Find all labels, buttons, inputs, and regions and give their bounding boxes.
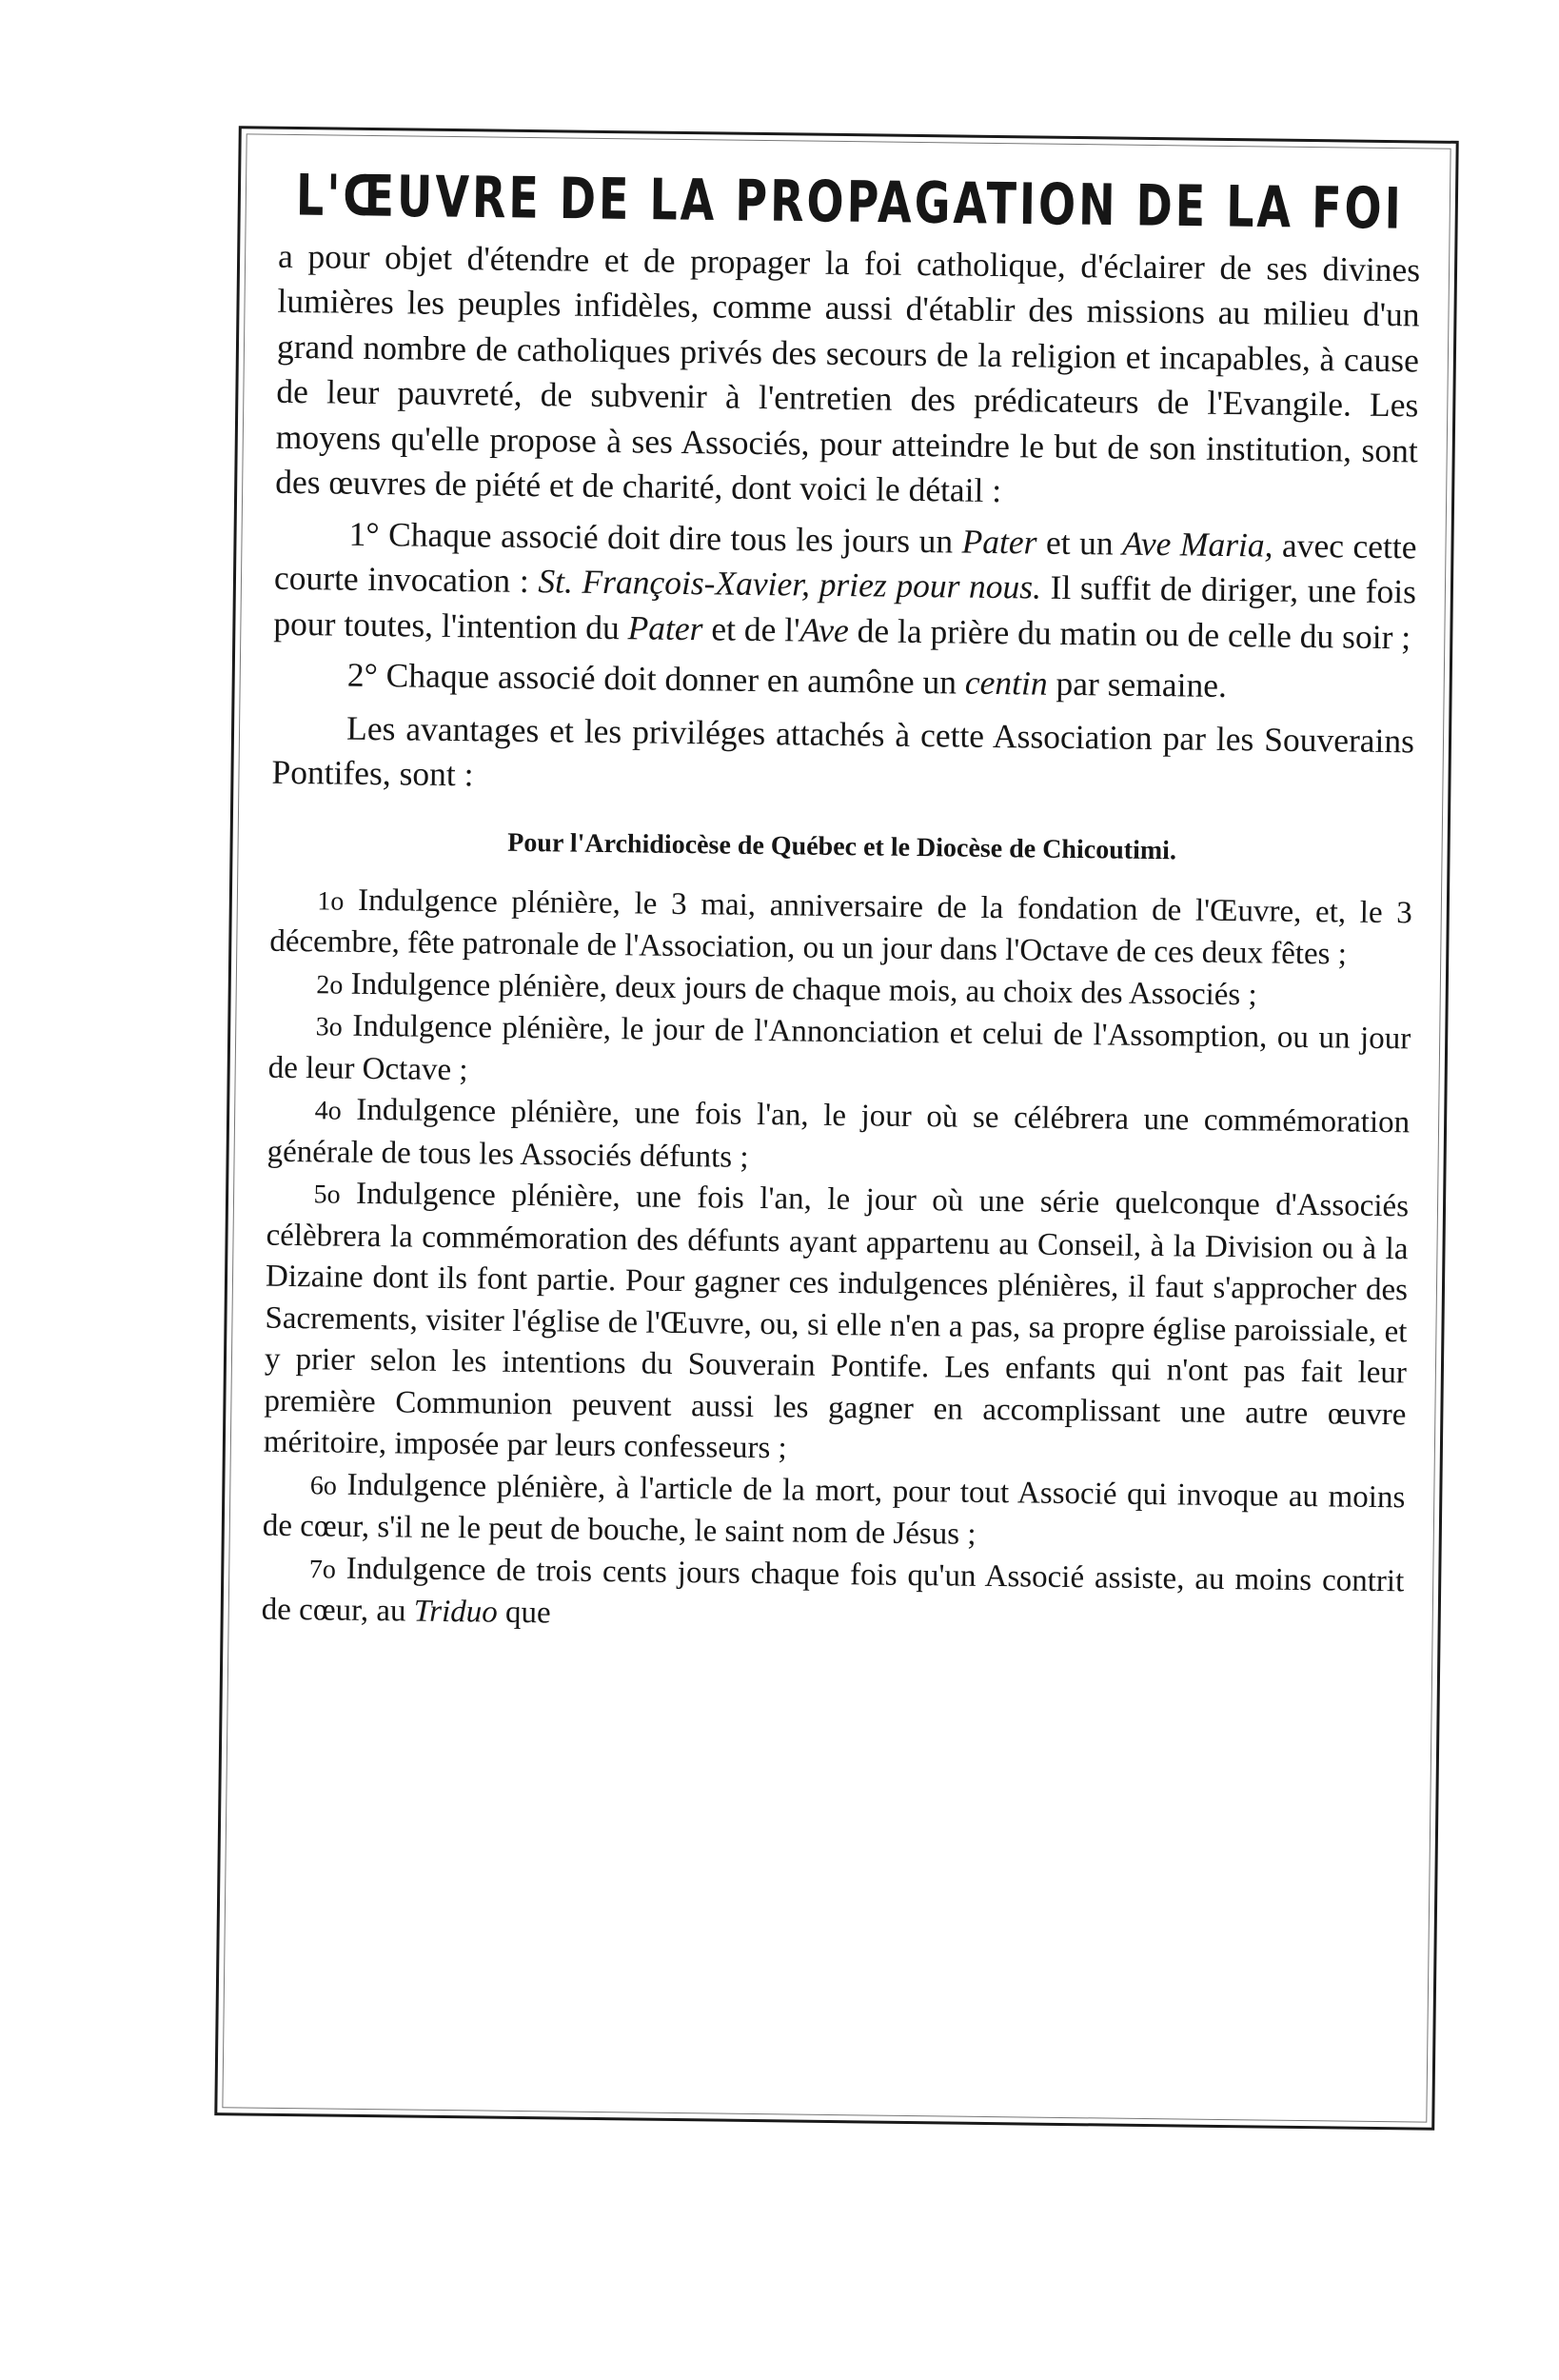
obligation-1-text-a: Chaque associé doit dire tous les jours un [387, 514, 954, 560]
indulgence-text: Indulgence plénière, une fois l'an, le jour où se célébrera une commémoration générale de tous les Associés défunts ; [266, 1092, 1411, 1175]
indulgence-text: Indulgence plénière, le 3 mai, anniversaire de la fondation de l'Œuvre, et, le 3 décembre, fête patronale de l'Association, ou un jour dans l'Octave de ces deux fêtes ; [269, 883, 1413, 972]
indulgence-number: 7o [308, 1554, 337, 1585]
obligation-1 [273, 510, 1417, 660]
obligation-1-italic-b: Ave Maria, [1121, 524, 1273, 565]
intro-paragraph: a pour objet d'étendre et de propager la foi catholique, d'éclairer de ses divines lumières les peuples infidèles, comme aussi d'établir des missions au milieu d'un grand nombre de catholiques privés des secours de la religion et incapables, à cause de leur pauvreté, de subvenir à l'entretien des prédicateurs de l'Evangile. Les moyens qu'elle propose à ses Associés, pour atteindre le but de son institution, sont des œuvres de piété et de charité, dont voici le détail : [275, 236, 1421, 510]
obligation-1-text-e: et de l' [711, 608, 800, 648]
obligation-1-text-f: de la prière du matin ou de celle du soir ; [857, 610, 1411, 656]
indulgence-text: Indulgence plénière, le jour de l'Annonciation et celui de l'Assomption, ou un jour de leur Octave ; [267, 1008, 1411, 1087]
indulgence-text: Indulgence plénière, une fois l'an, le jour où une série quelconque d'Associés célèbrera la commémoration des défunts ayant appartenu au Conseil, à la Division ou à la Dizaine dont ils font partie. Pour gagner ces indulgences plénières, il faut s'approcher des Sacrements, visiter l'église de l'Œuvre, ou, si elle n'en a pas, sa propre église paroissiale, et y prier selon les intentions du Souverain Pontife. Les enfants qui n'ont pas fait leur première Communion peuvent aussi les gagner en accomplissant une autre œuvre méritoire, imposée par leurs confesseurs ; [263, 1176, 1410, 1466]
indulgence-item [262, 1547, 1405, 1645]
page-content [261, 161, 1422, 1645]
obligation-2 [272, 652, 1414, 711]
indulgence-item [267, 1005, 1411, 1103]
indulgence-number: 3o [315, 1012, 343, 1042]
obligation-1-number: 1° [348, 514, 380, 553]
indulgence-text: Indulgence plénière, à l'article de la mort, pour tout Associé qui invoque au moins de cœur, s'il ne le peut de bouche, le saint nom de Jésus ; [262, 1467, 1406, 1552]
indulgence-list [262, 879, 1413, 1645]
obligation-2-text-a: Chaque associé doit donner en aumône un [385, 656, 957, 702]
diocese-subheading: Pour l'Archidiocèse de Québec et le Diocèse de Chicoutimi. [507, 827, 1177, 865]
indulgence-item [266, 1089, 1410, 1187]
indulgence-item [264, 1173, 1410, 1478]
obligation-1-italic-d: Pater [627, 607, 703, 647]
obligation-1-italic-c: St. François-Xavier, priez pour nous. [538, 562, 1042, 606]
indulgence-item [269, 879, 1412, 977]
indulgence-item [263, 1463, 1406, 1561]
obligation-1-italic-a: Pater [961, 522, 1037, 562]
indulgence-number: 4o [314, 1096, 342, 1126]
page-title: L'ŒUVRE DE LA PROPAGATION DE LA FOI [295, 161, 1405, 243]
indulgence-number: 1o [317, 885, 345, 917]
obligation-2-italic: centin [964, 663, 1048, 703]
indulgence-number: 6o [309, 1470, 338, 1501]
indulgence-number: 5o [313, 1180, 341, 1210]
obligation-2-text-b: par semaine. [1056, 664, 1228, 704]
obligation-1-text-c: avec cette courte invocation : [273, 526, 1417, 601]
obligation-1-italic-e: Ave [799, 609, 849, 649]
obligation-1-text-d: Il suffit de diriger, une fois pour toutes, l'intention du [273, 567, 1417, 646]
indulgence-number: 2o [316, 969, 344, 1001]
advantages-paragraph: Les avantages et les priviléges attachés à cette Association par les Souverains Pontifes, sont : [271, 708, 1415, 794]
obligation-2-number: 2° [346, 655, 379, 695]
page-frame [214, 126, 1458, 2131]
obligation-1-text-b: et un [1045, 523, 1114, 563]
indulgence-text: Indulgence plénière, deux jours de chaque mois, au choix des Associés ; [350, 966, 1257, 1012]
indulgence-italic: Triduo [413, 1594, 498, 1630]
indulgence-tail: que [504, 1595, 551, 1631]
indulgence-text: Indulgence de trois cents jours chaque fois qu'un Associé assiste, au moins contrit de cœur, au [261, 1551, 1405, 1629]
